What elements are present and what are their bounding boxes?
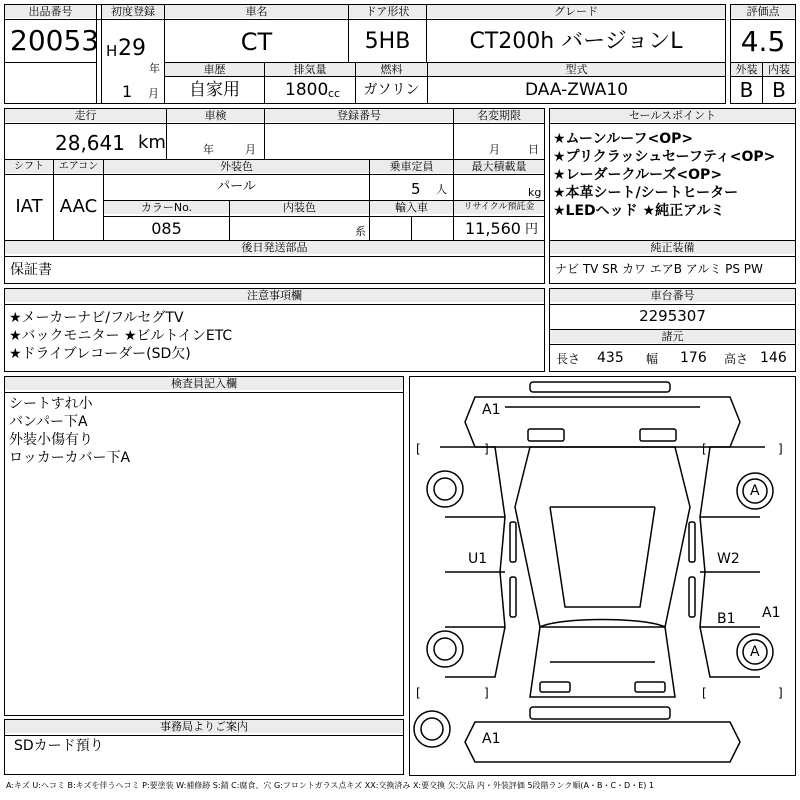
displacement-value: 1800 [285,80,329,100]
damage-mark: A1 [482,402,501,418]
first-reg-era: H [106,42,118,60]
width-value: 176 [680,350,707,366]
diagram-bracket: ] [778,442,783,456]
score-label: 評価点 [731,5,795,18]
max-load-label: 最大積載量 [454,160,544,173]
office-label: 事務局よりご案内 [5,720,403,733]
shift-value: IAT [15,196,43,217]
damage-mark: A [750,483,760,499]
equipment-label: 純正装備 [550,241,795,254]
later-parts-value: 保証書 [10,262,52,278]
inspector-line: シートすれ小 [9,396,93,412]
fuel-value: ガソリン [363,82,420,98]
lot-label: 出品番号 [5,5,96,18]
sales-point-item: ★本革シート/シートヒーター [553,185,739,201]
diagram-bracket: ] [484,442,489,456]
mileage-value: 28,641 [55,131,125,155]
recycle-label: リサイクル預託金 [454,201,544,214]
first-reg-month-unit: 月 [148,87,159,100]
car-name: CT [240,28,273,56]
aircon-label: エアコン [54,160,103,173]
max-load-unit: kg [528,186,542,199]
length-value: 435 [597,350,624,366]
first-reg-month: 1 [122,82,133,101]
capacity-value: 5 [411,180,421,198]
damage-mark: A1 [482,731,501,747]
mileage-label: 走行 [5,109,166,122]
color-code-value: 085 [151,219,182,238]
note-line: ★バックモニター ★ビルトインETC [9,328,233,344]
width-label: 幅 [646,352,659,366]
history-value: 自家用 [189,80,240,100]
name-change-month-unit: 月 [489,143,500,156]
height-label: 高さ [724,352,749,366]
displacement-label: 排気量 [265,63,355,76]
int-score-value: B [772,78,786,102]
diagram-bracket: [ [416,686,421,700]
model-code-value: DAA-ZWA10 [524,80,629,100]
shift-label: シフト [5,160,53,173]
sales-point-item: ★プリクラッシュセーフティ<OP> [553,149,776,165]
chassis-value: 2295307 [639,307,706,325]
diagram-bracket: [ [416,442,421,456]
inspection-year-unit: 年 [203,143,214,156]
chassis-label: 車台番号 [550,289,795,302]
car-name-label: 車名 [165,5,348,18]
damage-mark: A1 [762,605,781,621]
capacity-unit: 人 [436,183,447,196]
damage-diagram [409,376,796,776]
damage-mark: B1 [717,611,736,627]
score-value: 4.5 [740,25,786,58]
interior-suffix: 系 [355,225,366,238]
diagram-bracket: [ [702,686,707,700]
length-label: 長さ [556,352,581,366]
later-parts-label: 後日発送部品 [5,241,544,254]
grade-label: グレード [427,5,725,18]
diagram-bracket: ] [484,686,489,700]
sales-point-item: ★LEDヘッド ★純正アルミ [553,203,725,219]
note-line: ★メーカーナビ/フルセグTV [9,310,184,326]
lot-number: 20053 [10,24,100,57]
first-reg-year-unit: 年 [149,62,160,75]
model-code-label: 型式 [428,63,725,76]
first-reg-year: 29 [118,36,146,61]
note-line: ★ドライブレコーダー(SD欠) [9,346,191,362]
int-score-label: 内装 [763,63,795,76]
sales-point-item: ★ムーンルーフ<OP> [553,131,694,147]
height-value: 146 [760,350,787,366]
inspection-label: 車検 [167,109,264,122]
name-change-label: 名変期限 [454,109,544,122]
damage-mark: W2 [717,551,740,567]
color-code-label: カラーNo. [104,201,229,214]
inspector-line: 外装小傷有り [9,432,93,448]
import-label: 輸入車 [370,201,453,214]
damage-mark: A [750,644,760,660]
legend-text: A:キズ U:ヘコミ B:キズを伴うヘコミ P:要塗装 W:補修跡 S:錆 C:腐食、穴 G:フロントガラス点キズ XX:交換済み X:要交換 欠:欠品 内・外装評価 5段階ランク順(A・B・C・D・E) 1 [6,781,655,790]
diagram-bracket: ] [778,686,783,700]
inspection-month-unit: 月 [245,143,256,156]
first-reg-label: 初度登録 [102,5,164,18]
aircon-value: AAC [59,196,98,217]
notes-label: 注意事項欄 [5,289,544,302]
color-value: パール [217,179,256,194]
dims-label: 諸元 [550,330,795,343]
inspector-line: ロッカーカバー下A [9,450,131,466]
recycle-value: 11,560 [465,219,521,238]
recycle-unit: 円 [525,222,539,237]
reg-no-label: 登録番号 [265,109,453,122]
name-change-day-unit: 日 [528,143,539,156]
sales-points-label: セールスポイント [550,109,795,122]
inspector-label: 検査員記入欄 [5,377,403,390]
displacement-unit: cc [328,87,341,100]
color-label: 外装色 [104,160,369,173]
sales-point-item: ★レーダークルーズ<OP> [553,167,723,183]
door-label: ドア形状 [349,5,426,18]
equipment-value: ナビ TV SR カワ エアB アルミ PS PW [555,262,763,276]
damage-mark: U1 [468,551,488,567]
capacity-label: 乗車定員 [370,160,453,173]
grade-name: CT200h バージョンL [469,29,683,54]
door-type: 5HB [364,29,411,54]
car-outline-svg [410,377,795,775]
diagram-bracket: [ [702,442,707,456]
ext-score-label: 外装 [731,63,762,76]
inspector-line: バンパー下A [9,414,88,430]
ext-score-value: B [739,78,754,102]
interior-label: 内装色 [230,201,369,214]
office-value: SDカード預り [14,738,104,754]
fuel-label: 燃料 [356,63,427,76]
mileage-unit: km [138,132,166,153]
history-label: 車歴 [165,63,264,76]
